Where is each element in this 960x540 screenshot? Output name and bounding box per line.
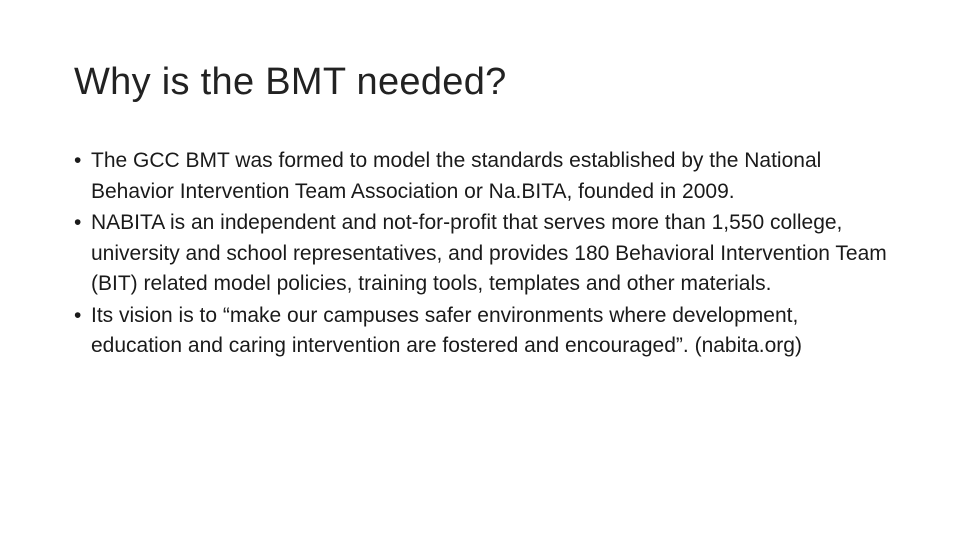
bullet-text: NABITA is an independent and not-for-profit that serves more than 1,550 college, university and school representatives, and provides 180 Behavioral Intervention Team (BIT) related model policies, training tools, templates and other materials. bbox=[91, 211, 887, 295]
bullet-list bbox=[74, 146, 894, 363]
bullet-dot-icon: • bbox=[74, 303, 82, 327]
bullet-item-vision bbox=[74, 301, 894, 362]
bullet-dot-icon: • bbox=[74, 211, 82, 234]
bullet-item-nabita bbox=[74, 208, 894, 300]
bullet-dot-icon: • bbox=[74, 149, 82, 172]
slide-title: Why is the BMT needed? bbox=[74, 61, 507, 103]
bullet-text: The GCC BMT was formed to model the standards established by the National Behavior Intervention Team Association or Na.BITA, founded in 2009. bbox=[91, 149, 822, 203]
bullet-item-formation bbox=[74, 146, 894, 207]
bullet-text: Its vision is to “make our campuses safer environments where development, education and caring intervention are fostered and encouraged”. (nabita.org) bbox=[91, 303, 802, 357]
